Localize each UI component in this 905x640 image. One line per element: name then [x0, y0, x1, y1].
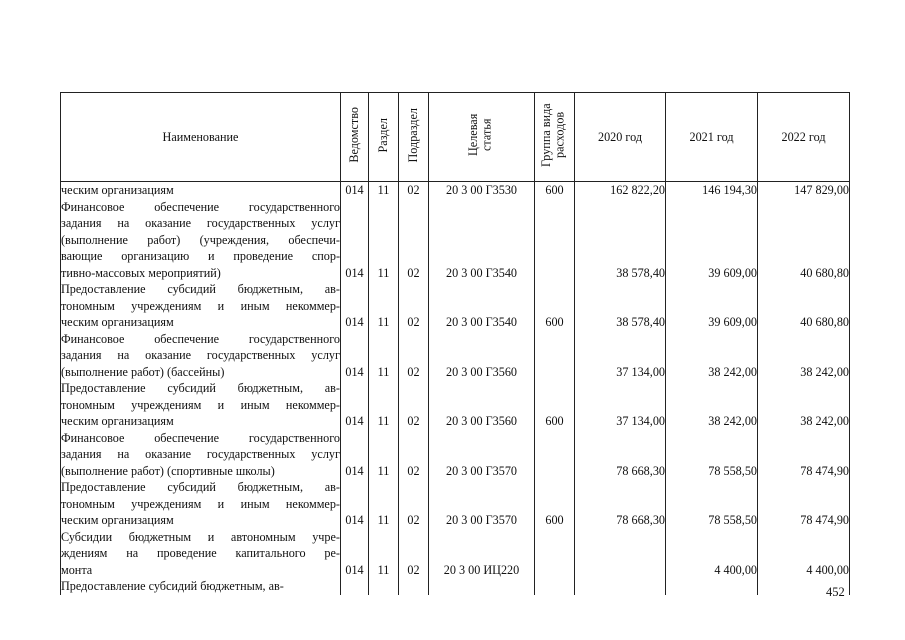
row-name	[61, 281, 341, 331]
row-name	[61, 430, 341, 480]
row-2020: 38 578,40	[575, 199, 666, 282]
row-2021: 146 194,30	[666, 182, 758, 199]
row-2021	[666, 578, 758, 595]
row-razdel: 11	[369, 182, 399, 199]
row-podrazdel: 02	[399, 380, 429, 430]
row-name-line: задания на оказание государственных услуг	[61, 447, 340, 461]
row-razdel: 11	[369, 430, 399, 480]
row-ved: 014	[341, 380, 369, 430]
page-number: 452	[826, 585, 845, 599]
row-2020: 38 578,40	[575, 281, 666, 331]
header-target: Целевая статья	[429, 93, 535, 182]
row-2022: 40 680,80	[758, 281, 850, 331]
row-ved	[341, 578, 369, 595]
row-ved: 014	[341, 479, 369, 529]
row-2021: 38 242,00	[666, 380, 758, 430]
row-name-line: вающие организацию и проведение спор-	[61, 249, 340, 263]
table-row	[61, 380, 850, 430]
row-ved: 014	[341, 182, 369, 199]
row-name-line: Финансовое обеспечение государственного	[61, 430, 340, 445]
row-razdel: 11	[369, 331, 399, 381]
row-podrazdel: 02	[399, 430, 429, 480]
row-2020	[575, 578, 666, 595]
row-vid	[535, 331, 575, 381]
row-name-line: ческим организациям	[61, 414, 174, 428]
table-row	[61, 281, 850, 331]
row-target: 20 3 00 Г3530	[429, 182, 535, 199]
row-name-line: монта	[61, 562, 93, 577]
row-2021: 4 400,00	[666, 529, 758, 579]
row-name-line: Субсидии бюджетным и автономным учре-	[61, 529, 340, 544]
header-podrazdel: Подраздел	[399, 93, 429, 182]
budget-table	[60, 92, 850, 595]
row-name	[61, 331, 341, 381]
row-name-line: задания на оказание государственных услуг	[61, 348, 340, 362]
row-vid	[535, 578, 575, 595]
row-podrazdel	[399, 578, 429, 595]
row-ved: 014	[341, 331, 369, 381]
header-2020: 2020 год	[575, 93, 666, 182]
row-vid: 600	[535, 182, 575, 199]
table-row	[61, 199, 850, 282]
row-ved: 014	[341, 529, 369, 579]
row-name-line: ческим организациям	[61, 315, 174, 329]
row-vid: 600	[535, 281, 575, 331]
row-podrazdel: 02	[399, 182, 429, 199]
row-2020: 37 134,00	[575, 380, 666, 430]
row-ved: 014	[341, 199, 369, 282]
header-2022: 2022 год	[758, 93, 850, 182]
table-body	[61, 182, 850, 595]
row-podrazdel: 02	[399, 281, 429, 331]
row-razdel	[369, 578, 399, 595]
row-target: 20 3 00 Г3560	[429, 380, 535, 430]
row-target: 20 3 00 Г3570	[429, 479, 535, 529]
header-2021: 2021 год	[666, 93, 758, 182]
row-name-line: ждениям на проведение капитального ре-	[61, 546, 340, 560]
table-row	[61, 331, 850, 381]
header-name: Наименование	[61, 93, 341, 182]
table-row	[61, 430, 850, 480]
row-podrazdel: 02	[399, 529, 429, 579]
row-target: 20 3 00 Г3540	[429, 199, 535, 282]
table-row	[61, 479, 850, 529]
row-2020: 78 668,30	[575, 430, 666, 480]
row-name-line: Предоставление субсидий бюджетным, ав-	[61, 282, 340, 296]
row-name	[61, 578, 341, 595]
row-ved: 014	[341, 281, 369, 331]
row-name-line: тономным учреждениям и иным некоммер-	[61, 397, 340, 412]
row-podrazdel: 02	[399, 331, 429, 381]
row-2022: 4 400,00	[758, 529, 850, 579]
row-vid	[535, 529, 575, 579]
row-2021: 78 558,50	[666, 479, 758, 529]
row-2020: 162 822,20	[575, 182, 666, 199]
header-razdel: Раздел	[369, 93, 399, 182]
row-2022: 38 242,00	[758, 380, 850, 430]
row-2020: 37 134,00	[575, 331, 666, 381]
row-name-line: тивно-массовых мероприятий)	[61, 265, 221, 280]
row-2020: 78 668,30	[575, 479, 666, 529]
row-name-line: Предоставление субсидий бюджетным, ав-	[61, 381, 340, 395]
table-row	[61, 529, 850, 579]
row-2021: 39 609,00	[666, 281, 758, 331]
header-vid: Группа вида расходов	[535, 93, 575, 182]
row-2021: 39 609,00	[666, 199, 758, 282]
row-vid: 600	[535, 380, 575, 430]
row-name-line: (выполнение работ) (спортивные школы)	[61, 463, 275, 478]
table-row	[61, 578, 850, 595]
row-name-line: тономным учреждениям и иным некоммер-	[61, 298, 340, 313]
row-name-line: Предоставление субсидий бюджетным, ав-	[61, 579, 284, 593]
row-name-line: Предоставление субсидий бюджетным, ав-	[61, 480, 340, 494]
row-2021: 38 242,00	[666, 331, 758, 381]
row-name	[61, 380, 341, 430]
row-razdel: 11	[369, 479, 399, 529]
row-name-line: (выполнение работ) (бассейны)	[61, 364, 225, 379]
row-razdel: 11	[369, 281, 399, 331]
row-razdel: 11	[369, 529, 399, 579]
row-2022: 38 242,00	[758, 331, 850, 381]
row-vid: 600	[535, 479, 575, 529]
row-name-line: (выполнение работ) (учреждения, обеспечи-	[61, 232, 340, 247]
row-vid	[535, 199, 575, 282]
row-name	[61, 529, 341, 579]
row-target: 20 3 00 Г3540	[429, 281, 535, 331]
row-2022: 78 474,90	[758, 479, 850, 529]
row-2022: 40 680,80	[758, 199, 850, 282]
row-name-line: тономным учреждениям и иным некоммер-	[61, 496, 340, 511]
row-podrazdel: 02	[399, 479, 429, 529]
row-name	[61, 479, 341, 529]
row-name-line: Финансовое обеспечение государственного	[61, 199, 340, 214]
row-name-line: задания на оказание государственных услуг	[61, 216, 340, 230]
row-2021: 78 558,50	[666, 430, 758, 480]
row-vid	[535, 430, 575, 480]
row-2022: 78 474,90	[758, 430, 850, 480]
row-name	[61, 182, 341, 199]
header-ved: Ведомство	[341, 93, 369, 182]
row-target: 20 3 00 Г3570	[429, 430, 535, 480]
row-2020	[575, 529, 666, 579]
row-name-line: ческим организациям	[61, 513, 174, 527]
row-name	[61, 199, 341, 282]
table-row	[61, 182, 850, 199]
row-target: 20 3 00 Г3560	[429, 331, 535, 381]
row-name-line: ческим организациям	[61, 183, 174, 197]
row-2022: 147 829,00	[758, 182, 850, 199]
row-ved: 014	[341, 430, 369, 480]
table-header-row	[61, 93, 850, 182]
row-podrazdel: 02	[399, 199, 429, 282]
row-target: 20 3 00 ИЦ220	[429, 529, 535, 579]
row-razdel: 11	[369, 380, 399, 430]
row-target	[429, 578, 535, 595]
row-name-line: Финансовое обеспечение государственного	[61, 331, 340, 346]
row-razdel: 11	[369, 199, 399, 282]
